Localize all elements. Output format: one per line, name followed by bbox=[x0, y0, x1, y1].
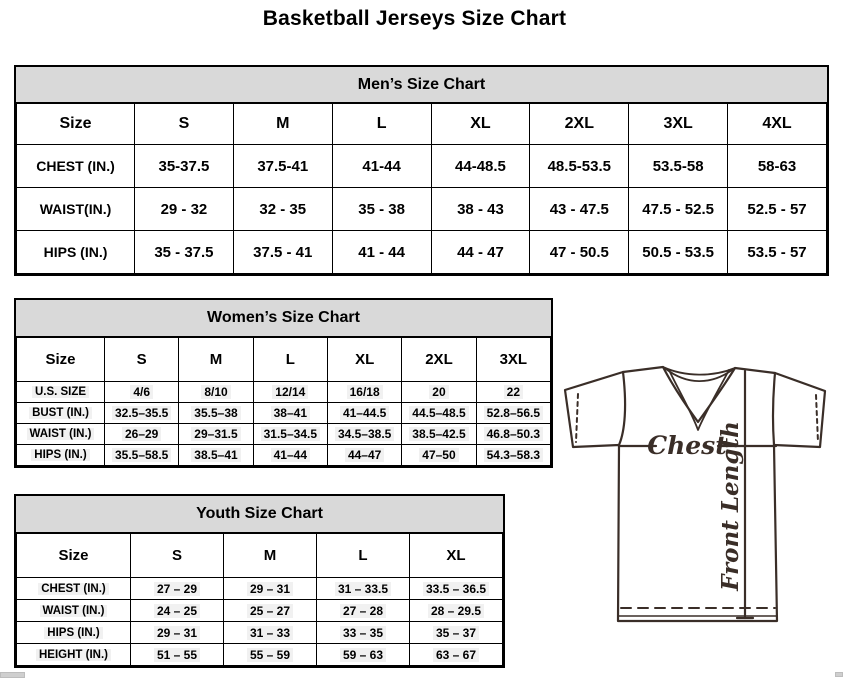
value-cell bbox=[332, 231, 431, 274]
scrollbar-fragment-left[interactable] bbox=[0, 672, 25, 678]
value-cell bbox=[402, 403, 476, 424]
value-cell bbox=[224, 534, 317, 578]
cell-text: 44 - 47 bbox=[457, 243, 504, 261]
jersey-measurement-diagram bbox=[560, 356, 843, 665]
value-cell bbox=[530, 145, 629, 188]
jersey-seam-right bbox=[773, 373, 775, 445]
cell-text: 44-48.5 bbox=[455, 157, 506, 175]
cell-text: XL bbox=[446, 547, 466, 564]
cell-text: 35.5–58.5 bbox=[112, 448, 171, 462]
cell-text: 47.5 - 52.5 bbox=[642, 200, 714, 218]
measurement-row bbox=[17, 403, 551, 424]
value-cell bbox=[179, 445, 253, 466]
cell-text: 26–29 bbox=[122, 427, 161, 441]
row-label-cell bbox=[17, 644, 131, 666]
cell-text: L bbox=[358, 547, 368, 564]
cell-text: 33 – 35 bbox=[340, 626, 386, 640]
value-cell bbox=[629, 188, 728, 231]
cell-text: 4/6 bbox=[130, 385, 153, 399]
value-cell bbox=[402, 338, 476, 382]
value-cell bbox=[131, 622, 224, 644]
value-cell bbox=[476, 445, 550, 466]
chest-label: Chest bbox=[647, 431, 727, 460]
cell-text: 32 - 35 bbox=[259, 200, 307, 218]
value-cell bbox=[327, 382, 401, 403]
value-cell bbox=[476, 424, 550, 445]
size-header-row bbox=[17, 104, 827, 145]
cell-text: 3XL bbox=[663, 115, 693, 132]
value-cell bbox=[410, 534, 503, 578]
value-cell bbox=[327, 424, 401, 445]
row-label-cell bbox=[17, 382, 105, 403]
cell-text: 38.5–41 bbox=[191, 448, 240, 462]
row-label-cell bbox=[17, 188, 135, 231]
value-cell bbox=[728, 188, 827, 231]
value-cell bbox=[476, 382, 550, 403]
value-cell bbox=[332, 188, 431, 231]
cell-text: 31 – 33 bbox=[247, 626, 293, 640]
value-cell bbox=[135, 231, 234, 274]
value-cell bbox=[233, 145, 332, 188]
youth-size-table bbox=[16, 533, 503, 666]
value-cell bbox=[135, 104, 234, 145]
cell-text: 47–50 bbox=[419, 448, 458, 462]
size-header-row bbox=[17, 534, 503, 578]
cell-text: 20 bbox=[429, 385, 448, 399]
cell-text: 53.5-58 bbox=[652, 157, 704, 175]
value-cell bbox=[105, 382, 179, 403]
cell-text: 25 – 27 bbox=[247, 604, 293, 618]
value-cell bbox=[233, 104, 332, 145]
cell-text: WAIST (IN.) bbox=[27, 428, 95, 440]
cell-text: WAIST (IN.) bbox=[40, 605, 108, 617]
value-cell bbox=[105, 424, 179, 445]
youth-size-chart bbox=[14, 494, 505, 668]
value-cell bbox=[402, 424, 476, 445]
cell-text: S bbox=[178, 115, 190, 132]
measurement-row bbox=[17, 578, 503, 600]
cell-text: 41–44 bbox=[271, 448, 310, 462]
value-cell bbox=[530, 231, 629, 274]
value-cell bbox=[253, 338, 327, 382]
cell-text: L bbox=[285, 351, 295, 368]
value-cell bbox=[629, 145, 728, 188]
measurement-row bbox=[17, 145, 827, 188]
value-cell bbox=[179, 338, 253, 382]
cell-text: 41-44 bbox=[362, 157, 401, 175]
value-cell bbox=[327, 403, 401, 424]
row-label-cell bbox=[17, 445, 105, 466]
cell-text: CHEST (IN.) bbox=[38, 583, 109, 595]
value-cell bbox=[410, 578, 503, 600]
cell-text: 58-63 bbox=[757, 157, 797, 175]
value-cell bbox=[131, 600, 224, 622]
womens-size-table bbox=[16, 337, 551, 466]
cell-text: 63 – 67 bbox=[433, 648, 479, 662]
cell-text: Size bbox=[58, 547, 89, 564]
value-cell bbox=[728, 104, 827, 145]
value-cell bbox=[728, 145, 827, 188]
value-cell bbox=[224, 600, 317, 622]
row-label-cell bbox=[17, 600, 131, 622]
value-cell bbox=[476, 338, 550, 382]
row-label-cell bbox=[17, 578, 131, 600]
cell-text: 34.5–38.5 bbox=[335, 427, 394, 441]
cell-text: 44.5–48.5 bbox=[409, 406, 468, 420]
cell-text: 4XL bbox=[762, 115, 792, 132]
jersey-seam-left bbox=[619, 372, 625, 445]
value-cell bbox=[105, 445, 179, 466]
row-label-cell bbox=[17, 104, 135, 145]
mens-size-table bbox=[16, 103, 827, 274]
row-label-cell bbox=[17, 424, 105, 445]
cell-text: 48.5-53.5 bbox=[547, 157, 611, 175]
row-label-cell bbox=[17, 338, 105, 382]
cell-text: 2XL bbox=[425, 351, 453, 368]
cell-text: 52.8–56.5 bbox=[484, 406, 543, 420]
cell-text: 38.5–42.5 bbox=[409, 427, 468, 441]
cell-text: Size bbox=[45, 351, 76, 368]
cell-text: S bbox=[136, 351, 147, 368]
cell-text: HIPS (IN.) bbox=[43, 244, 108, 260]
row-label-cell bbox=[17, 622, 131, 644]
cell-text: 38 - 43 bbox=[457, 200, 504, 218]
cell-text: 32.5–35.5 bbox=[112, 406, 171, 420]
value-cell bbox=[629, 104, 728, 145]
cell-text: 29 – 31 bbox=[247, 582, 293, 596]
value-cell bbox=[629, 231, 728, 274]
row-label-cell bbox=[17, 534, 131, 578]
cell-text: M bbox=[276, 115, 290, 132]
cell-text: M bbox=[209, 351, 223, 368]
value-cell bbox=[105, 403, 179, 424]
value-cell bbox=[253, 382, 327, 403]
value-cell bbox=[530, 188, 629, 231]
cell-text: 27 – 28 bbox=[340, 604, 386, 618]
cell-text: 31 – 33.5 bbox=[335, 582, 391, 596]
sleeve-dash-right bbox=[816, 395, 818, 442]
cell-text: 59 – 63 bbox=[340, 648, 386, 662]
value-cell bbox=[530, 104, 629, 145]
value-cell bbox=[402, 445, 476, 466]
cell-text: M bbox=[263, 547, 277, 564]
cell-text: HEIGHT (IN.) bbox=[36, 649, 111, 661]
cell-text: 55 – 59 bbox=[247, 648, 293, 662]
value-cell bbox=[402, 382, 476, 403]
value-cell bbox=[332, 145, 431, 188]
value-cell bbox=[327, 445, 401, 466]
value-cell bbox=[253, 403, 327, 424]
cell-text: 27 – 29 bbox=[154, 582, 200, 596]
cell-text: 54.3–58.3 bbox=[484, 448, 543, 462]
value-cell bbox=[728, 231, 827, 274]
cell-text: 46.8–50.3 bbox=[484, 427, 543, 441]
row-label-cell bbox=[17, 403, 105, 424]
cell-text: WAIST(IN.) bbox=[39, 201, 112, 217]
value-cell bbox=[317, 600, 410, 622]
cell-text: U.S. SIZE bbox=[32, 386, 89, 398]
value-cell bbox=[179, 424, 253, 445]
cell-text: 3XL bbox=[499, 351, 528, 368]
row-label-cell bbox=[17, 145, 135, 188]
cell-text: 35-37.5 bbox=[158, 157, 210, 175]
measurement-row bbox=[17, 188, 827, 231]
value-cell bbox=[131, 578, 224, 600]
mens-chart-title: Men’s Size Chart bbox=[16, 67, 827, 103]
cell-text: 41–44.5 bbox=[340, 406, 389, 420]
cell-text: BUST (IN.) bbox=[29, 407, 92, 419]
cell-text: 29 – 31 bbox=[154, 626, 200, 640]
cell-text: Size bbox=[59, 115, 92, 132]
cell-text: 28 – 29.5 bbox=[428, 604, 484, 618]
womens-size-chart bbox=[14, 298, 553, 468]
cell-text: 22 bbox=[504, 385, 523, 399]
value-cell bbox=[410, 644, 503, 666]
scrollbar-fragment-right[interactable] bbox=[835, 672, 843, 677]
value-cell bbox=[410, 622, 503, 644]
value-cell bbox=[179, 403, 253, 424]
value-cell bbox=[179, 382, 253, 403]
cell-text: 33.5 – 36.5 bbox=[423, 582, 489, 596]
value-cell bbox=[410, 600, 503, 622]
cell-text: 24 – 25 bbox=[154, 604, 200, 618]
value-cell bbox=[317, 578, 410, 600]
value-cell bbox=[317, 534, 410, 578]
cell-text: HIPS (IN.) bbox=[44, 627, 102, 639]
page-title: Basketball Jerseys Size Chart bbox=[262, 7, 567, 30]
cell-text: 8/10 bbox=[201, 385, 230, 399]
cell-text: CHEST (IN.) bbox=[36, 158, 115, 174]
measurement-row bbox=[17, 445, 551, 466]
cell-text: 53.5 - 57 bbox=[747, 243, 807, 261]
size-header-row bbox=[17, 338, 551, 382]
value-cell bbox=[131, 534, 224, 578]
measurement-row bbox=[17, 600, 503, 622]
cell-text: 43 - 47.5 bbox=[549, 200, 609, 218]
cell-text: 51 – 55 bbox=[154, 648, 200, 662]
value-cell bbox=[131, 644, 224, 666]
measurement-row bbox=[17, 382, 551, 403]
value-cell bbox=[431, 188, 530, 231]
row-label-cell bbox=[17, 231, 135, 274]
value-cell bbox=[332, 104, 431, 145]
value-cell bbox=[253, 424, 327, 445]
value-cell bbox=[317, 622, 410, 644]
value-cell bbox=[105, 338, 179, 382]
value-cell bbox=[233, 231, 332, 274]
cell-text: 50.5 - 53.5 bbox=[642, 243, 714, 261]
youth-chart-title: Youth Size Chart bbox=[16, 496, 503, 533]
cell-text: 37.5-41 bbox=[257, 157, 309, 175]
cell-text: 29–31.5 bbox=[191, 427, 240, 441]
cell-text: 29 - 32 bbox=[160, 200, 208, 218]
cell-text: XL bbox=[355, 351, 375, 368]
cell-text: 37.5 - 41 bbox=[253, 243, 313, 261]
cell-text: 31.5–34.5 bbox=[261, 427, 320, 441]
cell-text: S bbox=[171, 547, 182, 564]
cell-text: 16/18 bbox=[347, 385, 383, 399]
cell-text: 38–41 bbox=[271, 406, 310, 420]
cell-text: 35 - 38 bbox=[358, 200, 405, 218]
measurement-row bbox=[17, 231, 827, 274]
sleeve-dash-left bbox=[576, 394, 578, 442]
value-cell bbox=[431, 104, 530, 145]
cell-text: 35 - 37.5 bbox=[154, 243, 214, 261]
value-cell bbox=[431, 231, 530, 274]
measurement-row bbox=[17, 644, 503, 666]
value-cell bbox=[224, 578, 317, 600]
mens-size-chart bbox=[14, 65, 829, 276]
womens-chart-title: Women’s Size Chart bbox=[16, 300, 551, 337]
front-length-label: Front Length bbox=[717, 421, 744, 591]
value-cell bbox=[327, 338, 401, 382]
value-cell bbox=[476, 403, 550, 424]
measurement-row bbox=[17, 424, 551, 445]
value-cell bbox=[224, 622, 317, 644]
cell-text: 44–47 bbox=[345, 448, 384, 462]
cell-text: L bbox=[376, 115, 387, 132]
cell-text: 35.5–38 bbox=[191, 406, 240, 420]
cell-text: 12/14 bbox=[272, 385, 308, 399]
cell-text: 2XL bbox=[564, 115, 594, 132]
cell-text: XL bbox=[470, 115, 491, 132]
measurement-row bbox=[17, 622, 503, 644]
cell-text: HIPS (IN.) bbox=[31, 449, 89, 461]
cell-text: 52.5 - 57 bbox=[747, 200, 807, 218]
value-cell bbox=[317, 644, 410, 666]
value-cell bbox=[224, 644, 317, 666]
value-cell bbox=[135, 145, 234, 188]
value-cell bbox=[135, 188, 234, 231]
jersey-outline-icon bbox=[565, 367, 825, 621]
value-cell bbox=[253, 445, 327, 466]
value-cell bbox=[233, 188, 332, 231]
cell-text: 35 – 37 bbox=[433, 626, 479, 640]
value-cell bbox=[431, 145, 530, 188]
cell-text: 47 - 50.5 bbox=[549, 243, 609, 261]
cell-text: 41 - 44 bbox=[358, 243, 405, 261]
